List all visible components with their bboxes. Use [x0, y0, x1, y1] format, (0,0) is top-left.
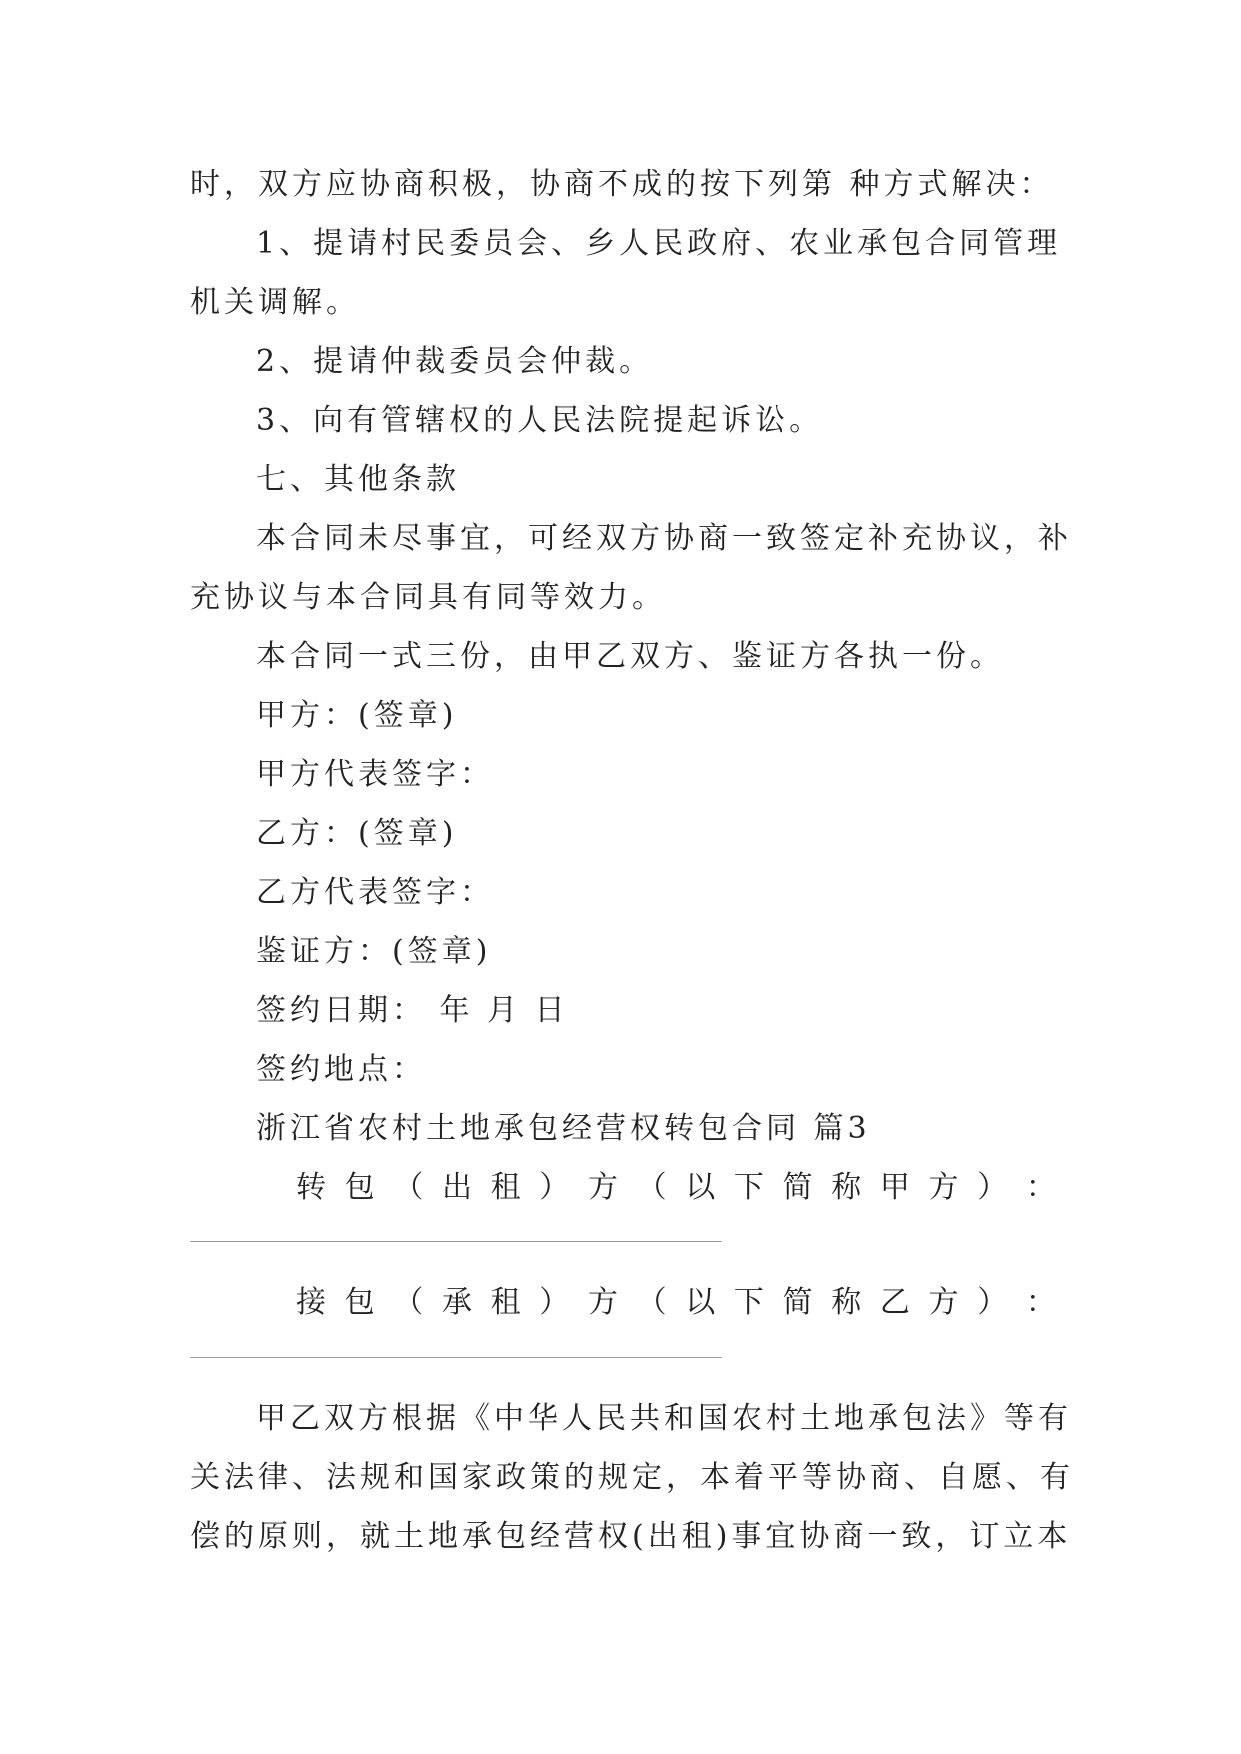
party-a-char: ）	[539, 1170, 570, 1205]
text-line-supplement-cont: 充协议与本合同具有同等效力。	[190, 580, 666, 615]
party-a-char: 方	[928, 1170, 959, 1205]
party-a-char: 以	[685, 1170, 716, 1205]
text-line-option-3: 3、向有管辖权的人民法院提起诉讼。	[256, 403, 824, 438]
contract-title: 浙江省农村土地承包经营权转包合同 篇3	[256, 1111, 871, 1146]
party-a-char: 下	[733, 1170, 764, 1205]
witness-seal: 鉴证方：(签章)	[256, 934, 492, 969]
party-b-line	[296, 1283, 1056, 1323]
party-b-char: （	[636, 1285, 667, 1320]
party-b-char: 乙	[879, 1285, 910, 1320]
party-a-char: 包	[344, 1170, 375, 1205]
party-b-char: 下	[733, 1285, 764, 1320]
party-b-blank-line	[190, 1357, 722, 1358]
text-line-copies: 本合同一式三份，由甲乙双方、鉴证方各执一份。	[256, 639, 1004, 674]
text-line-preamble-cont-2: 偿的原则，就土地承包经营权(出租)事宜协商一致，订立本	[190, 1519, 1072, 1554]
party-b-char: 称	[831, 1285, 862, 1320]
party-b-char: 包	[344, 1285, 375, 1320]
text-line-preamble: 甲乙双方根据《中华人民共和国农村土地承包法》等有	[256, 1401, 1072, 1436]
party-b-seal: 乙方：(签章)	[256, 816, 458, 851]
party-a-char: 出	[441, 1170, 472, 1205]
section-heading-other-terms: 七、其他条款	[256, 462, 460, 497]
party-a-char: （	[393, 1170, 424, 1205]
signing-date: 签约日期： 年 月 日	[256, 993, 569, 1028]
party-a-char: 租	[490, 1170, 521, 1205]
party-b-char: 租	[490, 1285, 521, 1320]
party-a-line	[296, 1168, 1056, 1208]
party-a-char: （	[636, 1170, 667, 1205]
party-b-char: 接	[296, 1285, 326, 1320]
party-a-char: 称	[831, 1170, 862, 1205]
party-a-seal: 甲方：(签章)	[256, 698, 458, 733]
text-line-supplement: 本合同未尽事宜，可经双方协商一致签定补充协议，补	[256, 521, 1072, 556]
party-a-char: 方	[587, 1170, 618, 1205]
party-b-char: 方	[587, 1285, 618, 1320]
text-line-dispute-resolution: 时，双方应协商积极，协商不成的按下列第 种方式解决：	[190, 167, 1054, 202]
party-b-char: ：	[1025, 1285, 1056, 1320]
text-line-option-1: 1、提请村民委员会、乡人民政府、农业承包合同管理	[256, 226, 1062, 261]
party-a-char: 甲	[879, 1170, 910, 1205]
party-a-char: ）	[977, 1170, 1008, 1205]
text-line-option-1-cont: 机关调解。	[190, 285, 360, 320]
party-b-char: 简	[782, 1285, 813, 1320]
party-b-char: ）	[977, 1285, 1008, 1320]
party-b-char: （	[393, 1285, 424, 1320]
party-b-char: 方	[928, 1285, 959, 1320]
party-a-char: ：	[1025, 1170, 1056, 1205]
party-b-char: 承	[441, 1285, 472, 1320]
party-b-rep-signature: 乙方代表签字：	[256, 875, 494, 910]
party-b-char: ）	[539, 1285, 570, 1320]
signing-place: 签约地点：	[256, 1052, 426, 1087]
party-a-blank-line	[190, 1241, 722, 1242]
party-b-char: 以	[685, 1285, 716, 1320]
party-a-char: 简	[782, 1170, 813, 1205]
text-line-option-2: 2、提请仲裁委员会仲裁。	[256, 344, 654, 379]
party-a-rep-signature: 甲方代表签字：	[256, 757, 494, 792]
text-line-preamble-cont-1: 关法律、法规和国家政策的规定，本着平等协商、自愿、有	[190, 1460, 1074, 1495]
party-a-char: 转	[296, 1170, 326, 1205]
